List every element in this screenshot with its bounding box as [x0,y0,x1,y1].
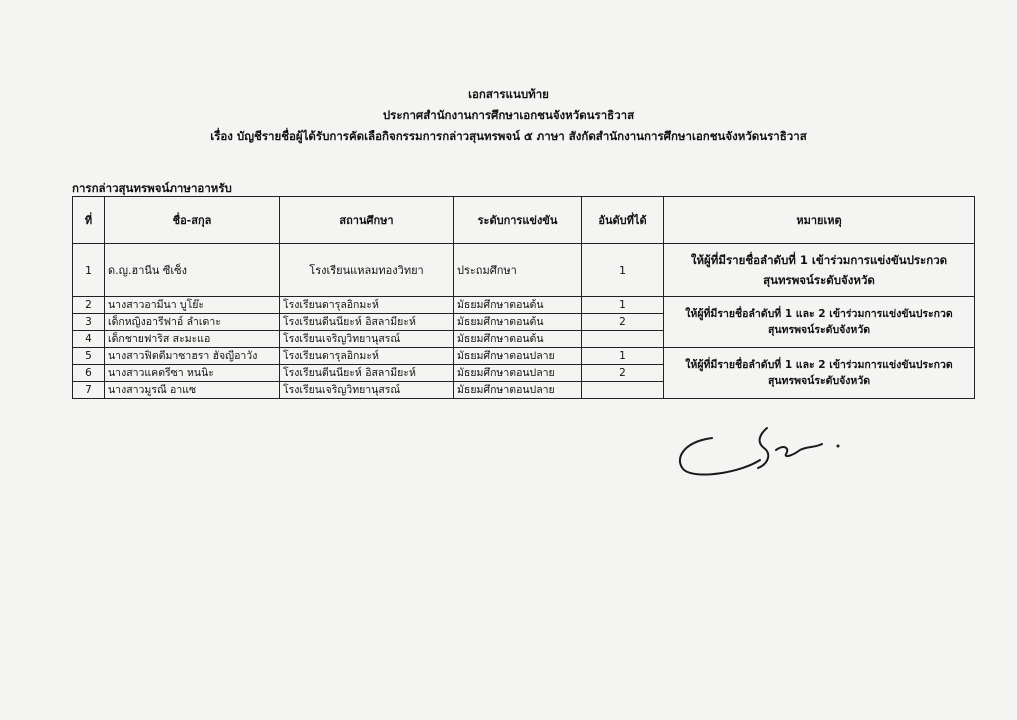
document-header [0,84,1017,147]
row-level: มัธยมศึกษาตอนต้น [454,331,582,348]
row-remark: ให้ผู้ที่มีรายชื่อลำดับที่ 1 และ 2 เข้าร่วมการแข่งขันประกวดสุนทรพจน์ระดับจังหวัด [664,297,975,348]
header-name: ชื่อ-สกุล [105,197,280,244]
header-level: ระดับการแข่งขัน [454,197,582,244]
table-row [73,244,975,297]
row-school: โรงเรียนดีนนียะห์ อิสลามียะห์ [280,314,454,331]
row-name: นางสาวมูรณี อาแซ [105,382,280,399]
row-school: โรงเรียนแหลมทองวิทยา [280,244,454,297]
row-level: มัธยมศึกษาตอนต้น [454,297,582,314]
row-remark: ให้ผู้ที่มีรายชื่อลำดับที่ 1 เข้าร่วมการแข่งขันประกวดสุนทรพจน์ระดับจังหวัด [664,244,975,297]
row-school: โรงเรียนดารุลอิกมะห์ [280,348,454,365]
header-school: สถานศึกษา [280,197,454,244]
row-no: 5 [73,348,105,365]
header-line-2: ประกาศสำนักงานการศึกษาเอกชนจังหวัดนราธิวาส [382,108,635,122]
row-level: มัธยมศึกษาตอนปลาย [454,382,582,399]
results-table [72,196,975,399]
row-school: โรงเรียนดารุลอิกมะห์ [280,297,454,314]
row-no: 4 [73,331,105,348]
table-header-row [73,197,975,244]
row-school: โรงเรียนดีนนียะห์ อิสลามียะห์ [280,365,454,382]
row-rank [582,382,664,399]
row-name: นางสาวฟิตตีมาซาฮรา ฮัจญีอาวัง [105,348,280,365]
row-no: 3 [73,314,105,331]
header-rank: อันดับที่ได้ [582,197,664,244]
row-name: เด็กหญิงอารีฟาอ์ ลำเดาะ [105,314,280,331]
row-rank: 1 [582,297,664,314]
signature [672,420,862,490]
row-no: 2 [73,297,105,314]
header-line-3: เรื่อง บัญชีรายชื่อผู้ได้รับการคัดเลือกิจกรรมการกล่าวสุนทรพจน์ ๕ ภาษา สังกัดสำนักงานการศึกษาเอกชนจังหวัดนราธิวาส [210,129,807,143]
row-school: โรงเรียนเจริญวิทยานุสรณ์ [280,331,454,348]
row-rank: 2 [582,365,664,382]
row-no: 1 [73,244,105,297]
row-no: 7 [73,382,105,399]
row-name: ด.ญ.ฮานีน ซีเซ็ง [105,244,280,297]
section-title: การกล่าวสุนทรพจน์ภาษาอาหรับ [72,181,232,195]
row-rank: 2 [582,314,664,331]
row-rank: 1 [582,244,664,297]
row-name: เด็กชายฟาริส สะมะแอ [105,331,280,348]
row-school: โรงเรียนเจริญวิทยานุสรณ์ [280,382,454,399]
header-remark: หมายเหตุ [664,197,975,244]
row-rank [582,331,664,348]
row-level: มัธยมศึกษาตอนปลาย [454,365,582,382]
table-row [73,297,975,314]
header-line-1: เอกสารแนบท้าย [468,87,549,101]
row-level: ประถมศึกษา [454,244,582,297]
header-no: ที่ [73,197,105,244]
row-rank: 1 [582,348,664,365]
row-no: 6 [73,365,105,382]
row-name: นางสาวแคตรีซา หนนิะ [105,365,280,382]
table-row [73,348,975,365]
row-level: มัธยมศึกษาตอนต้น [454,314,582,331]
row-name: นางสาวอามีนา บูโย๊ะ [105,297,280,314]
row-remark: ให้ผู้ที่มีรายชื่อลำดับที่ 1 และ 2 เข้าร่วมการแข่งขันประกวดสุนทรพจน์ระดับจังหวัด [664,348,975,399]
row-level: มัธยมศึกษาตอนปลาย [454,348,582,365]
